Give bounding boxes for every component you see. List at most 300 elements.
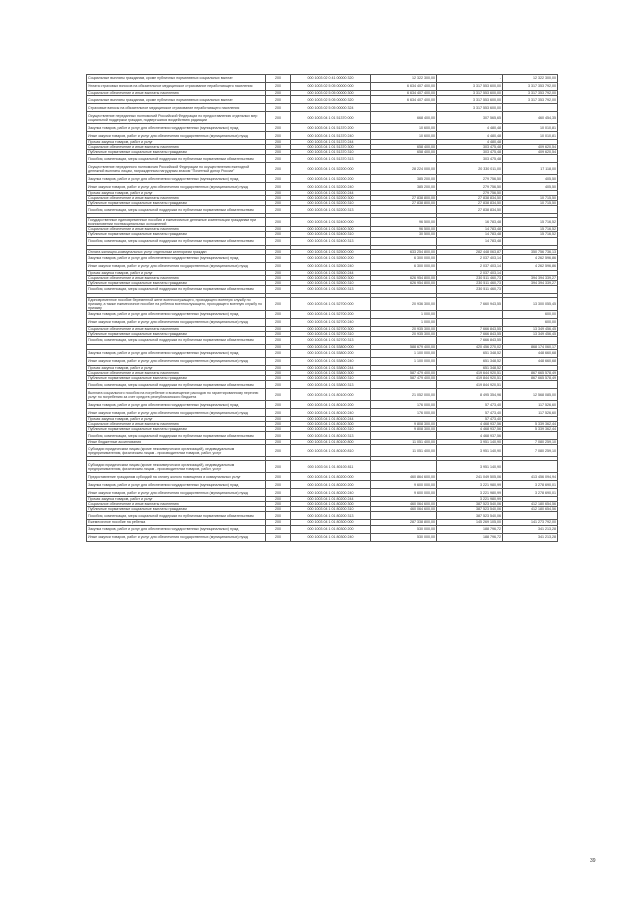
row-classification-code-cell: 000 1003 04 1 01 52700 300	[291, 326, 371, 331]
row-executed-cell: 651 348,52	[437, 357, 503, 365]
row-code-cell: 200	[266, 489, 291, 497]
row-code-cell: 200	[266, 140, 291, 145]
table-row	[87, 75, 558, 83]
row-code-cell: 200	[266, 310, 291, 318]
row-approved-cell: 633 254 800,00	[371, 249, 437, 254]
row-approved-cell: 10 600,00	[371, 132, 437, 140]
row-classification-code-cell: 000 1003 04 1 01 52200 000	[291, 163, 371, 175]
row-code-cell: 200	[266, 132, 291, 140]
row-code-cell: 200	[266, 389, 291, 401]
row-executed-cell: 3 951 140,90	[437, 445, 503, 457]
row-unexecuted-cell	[503, 336, 558, 344]
row-code-cell: 200	[266, 75, 291, 83]
row-executed-cell: 57 473,40	[437, 409, 503, 417]
row-classification-code-cell: 000 1003 04 1 01 53800 310	[291, 376, 371, 381]
row-classification-code-cell: 000 1003 04 1 01 80200 240	[291, 489, 371, 497]
row-classification-code-cell: 000 1003 02 5 05 00000 324	[291, 104, 371, 112]
row-code-cell: 200	[266, 163, 291, 175]
row-approved-cell: 9 600 000,00	[371, 481, 437, 489]
table-body	[87, 75, 558, 542]
table-row	[87, 432, 558, 440]
budget-execution-table	[86, 74, 558, 542]
row-code-cell: 200	[266, 432, 291, 440]
row-executed-cell: 279 756,50	[437, 191, 503, 196]
row-unexecuted-cell: 409 620,54	[503, 145, 558, 150]
row-executed-cell: 27 838 834,50	[437, 201, 503, 206]
row-approved-cell: 530 000,00	[371, 525, 437, 533]
row-classification-code-cell: 000 1003 04 1 01 52200 300	[291, 196, 371, 201]
row-classification-code-cell: 000 1003 04 1 01 52200 200	[291, 175, 371, 183]
row-code-cell: 200	[266, 497, 291, 502]
table-row	[87, 376, 558, 381]
row-code-cell: 200	[266, 318, 291, 326]
row-code-cell: 200	[266, 254, 291, 262]
row-classification-code-cell: 000 1003 04 1 01 51370 244	[291, 140, 371, 145]
row-name-cell: Иные закупки товаров, работ и услуг для обеспечения государственных (муниципальных) нужд	[87, 357, 266, 365]
row-executed-cell	[437, 310, 503, 318]
row-executed-cell: 307 565,65	[437, 112, 503, 124]
row-executed-cell: 4 480,48	[437, 124, 503, 132]
row-code-cell: 200	[266, 440, 291, 445]
row-name-cell: Ежемесячное пособие на ребенка	[87, 520, 266, 525]
row-name-cell: Прочая закупка товаров, работ и услуг	[87, 365, 266, 370]
row-unexecuted-cell: 117 526,60	[503, 401, 558, 409]
table-row	[87, 150, 558, 155]
row-approved-cell: 9 808 300,00	[371, 427, 437, 432]
row-code-cell: 200	[266, 427, 291, 432]
row-unexecuted-cell: 412 180 654,56	[503, 502, 558, 507]
row-classification-code-cell: 000 1003 04 1 01 52200 310	[291, 201, 371, 206]
row-unexecuted-cell: 600,00	[503, 310, 558, 318]
row-approved-cell: 287 338 800,00	[371, 520, 437, 525]
table-row	[87, 227, 558, 232]
row-unexecuted-cell: 12 322 300,00	[503, 75, 558, 83]
row-approved-cell: 626 954 800,00	[371, 275, 437, 280]
row-executed-cell: 20 330 011,00	[437, 163, 503, 175]
table-row	[87, 280, 558, 285]
row-classification-code-cell: 000 1003 02 5 05 00000 320	[291, 96, 371, 104]
row-unexecuted-cell: 10 010,81	[503, 124, 558, 132]
row-name-cell: Социальное обеспечение и иные выплаты населению	[87, 502, 266, 507]
row-executed-cell: 4 468 937,56	[437, 427, 503, 432]
row-unexecuted-cell	[503, 237, 558, 245]
row-executed-cell: 14 783,48	[437, 232, 503, 237]
row-unexecuted-cell: 13 300 055,45	[503, 297, 558, 310]
row-name-cell: Публичные нормативные социальные выплаты гражданам	[87, 232, 266, 237]
row-name-cell: Пособия, компенсации, меры социальной поддержки по публичным нормативным обязательствам	[87, 206, 266, 214]
row-approved-cell: 30 500,00	[371, 232, 437, 237]
row-approved-cell: 27 838 800,00	[371, 201, 437, 206]
row-classification-code-cell: 000 1003 04 1 01 52200 244	[291, 191, 371, 196]
row-approved-cell: 20 935 300,00	[371, 331, 437, 336]
table-row	[87, 83, 558, 91]
row-name-cell: Предоставление гражданам субсидий на оплату жилого помещения и коммунальных услуг	[87, 473, 266, 481]
row-unexecuted-cell: 7 080 259,10	[503, 440, 558, 445]
row-unexecuted-cell: 600,00	[503, 318, 558, 326]
row-unexecuted-cell: 868 174 060,17	[503, 344, 558, 349]
row-code-cell: 200	[266, 349, 291, 357]
row-unexecuted-cell: 3 278 690,01	[503, 481, 558, 489]
row-name-cell: Субсидии юридическим лицам (кроме некоммерческих организаций), индивидуальным предпринимателям, физическим лицам - производителям товаров, работ, услуг	[87, 445, 266, 457]
table-row	[87, 91, 558, 96]
row-unexecuted-cell: 10 715,50	[503, 196, 558, 201]
row-approved-cell: 658 400,00	[371, 150, 437, 155]
row-classification-code-cell: 000 1003 04 1 01 52500 000	[291, 249, 371, 254]
row-code-cell: 200	[266, 365, 291, 370]
row-name-cell: Публичные нормативные социальные выплаты гражданам	[87, 331, 266, 336]
row-unexecuted-cell: 13 349 456,45	[503, 331, 558, 336]
row-approved-cell: 20 936 300,00	[371, 297, 437, 310]
table-row	[87, 175, 558, 183]
row-approved-cell: 96 500,00	[371, 218, 437, 227]
row-name-cell: Закупка товаров, работ и услуг для обеспечения государственных (муниципальных) нужд	[87, 254, 266, 262]
row-unexecuted-cell: 409 620,54	[503, 150, 558, 155]
row-approved-cell: 587 479 400,00	[371, 376, 437, 381]
row-code-cell: 200	[266, 83, 291, 91]
row-name-cell: Социальное обеспечение и иные выплаты населению	[87, 422, 266, 427]
row-code-cell: 200	[266, 357, 291, 365]
row-code-cell: 200	[266, 376, 291, 381]
row-name-cell: Публичные нормативные социальные выплаты гражданам	[87, 150, 266, 155]
row-unexecuted-cell	[503, 512, 558, 520]
table-row	[87, 525, 558, 533]
table-row	[87, 132, 558, 140]
row-classification-code-cell: 000 1003 04 1 01 80100 300	[291, 422, 371, 427]
row-name-cell: Публичные нормативные социальные выплаты гражданам	[87, 280, 266, 285]
row-executed-cell: 419 844 920,51	[437, 381, 503, 389]
row-name-cell: Социальные выплаты гражданам, кроме публичных нормативных социальных выплат	[87, 96, 266, 104]
row-name-cell: Иные закупки товаров, работ и услуг для обеспечения государственных (муниципальных) нужд	[87, 262, 266, 270]
row-name-cell: Социальное обеспечение и иные выплаты населению	[87, 196, 266, 201]
row-classification-code-cell: 000 1003 04 1 01 51370 000	[291, 112, 371, 124]
row-approved-cell	[371, 461, 437, 473]
row-code-cell: 200	[266, 124, 291, 132]
table-row	[87, 371, 558, 376]
row-unexecuted-cell: 448 660,68	[503, 349, 558, 357]
table-row	[87, 285, 558, 293]
row-unexecuted-cell: 867 665 578,49	[503, 371, 558, 376]
row-name-cell: Социальное обеспечение и иные выплаты населению	[87, 145, 266, 150]
row-unexecuted-cell: 141 273 792,00	[503, 520, 558, 525]
row-code-cell: 200	[266, 280, 291, 285]
table-row	[87, 297, 558, 310]
row-code-cell: 200	[266, 285, 291, 293]
row-code-cell: 200	[266, 155, 291, 163]
row-code-cell: 200	[266, 533, 291, 541]
row-code-cell: 200	[266, 520, 291, 525]
row-executed-cell: 4 468 937,56	[437, 432, 503, 440]
row-code-cell: 200	[266, 232, 291, 237]
row-code-cell: 200	[266, 417, 291, 422]
row-executed-cell: 3 951 140,90	[437, 440, 503, 445]
row-executed-cell: 14 783,48	[437, 227, 503, 232]
row-name-cell: Пособия, компенсации, меры социальной поддержки по публичным нормативным обязательствам	[87, 432, 266, 440]
row-name-cell: Иные закупки товаров, работ и услуг для обеспечения государственных (муниципальных) нужд	[87, 132, 266, 140]
row-name-cell: Закупка товаров, работ и услуг для обеспечения государственных (муниципальных) нужд	[87, 525, 266, 533]
row-name-cell: Закупка товаров, работ и услуг для обеспечения государственных (муниципальных) нужд	[87, 481, 266, 489]
row-unexecuted-cell: 405,50	[503, 175, 558, 183]
row-name-cell: Социальное обеспечение и иные выплаты населению	[87, 91, 266, 96]
row-approved-cell: 6 634 407 400,00	[371, 96, 437, 104]
row-classification-code-cell: 000 1003 04 1 01 80100 313	[291, 432, 371, 440]
row-unexecuted-cell: 405,50	[503, 183, 558, 191]
row-code-cell: 200	[266, 409, 291, 417]
row-unexecuted-cell: 13 349 456,45	[503, 326, 558, 331]
row-unexecuted-cell: 7 080 259,10	[503, 445, 558, 457]
table-row	[87, 275, 558, 280]
row-name-cell: Закупка товаров, работ и услуг для обеспечения государственных (муниципальных) нужд	[87, 349, 266, 357]
row-executed-cell: 145 269 105,00	[437, 520, 503, 525]
table-row	[87, 461, 558, 473]
row-executed-cell: -	[437, 75, 503, 83]
row-unexecuted-cell	[503, 381, 558, 389]
row-name-cell: Социальное обеспечение и иные выплаты населению	[87, 275, 266, 280]
row-approved-cell: 658 400,00	[371, 145, 437, 150]
row-classification-code-cell: 000 1003 04 1 01 80100 810	[291, 445, 371, 457]
row-classification-code-cell: 000 1003 04 1 01 80200 244	[291, 497, 371, 502]
row-name-cell: Публичные нормативные социальные выплаты гражданам	[87, 201, 266, 206]
row-name-cell: Социальное обеспечение и иные выплаты населению	[87, 227, 266, 232]
row-unexecuted-cell: 394 394 339,27	[503, 275, 558, 280]
table-row	[87, 422, 558, 427]
row-name-cell: Пособия, компенсации, меры социальной поддержки по публичным нормативным обязательствам	[87, 512, 266, 520]
row-name-cell: Иные закупки товаров, работ и услуг для обеспечения государственных (муниципальных) нужд	[87, 533, 266, 541]
table-row	[87, 502, 558, 507]
table-row	[87, 331, 558, 336]
row-name-cell: Осуществление переданных полномочий Российской Федерации по предоставлению отдельных мер социальной поддержки граждан, подвергшихся воздействию радиации	[87, 112, 266, 124]
row-code-cell: 200	[266, 175, 291, 183]
row-code-cell: 200	[266, 237, 291, 245]
row-approved-cell: 28 224 000,00	[371, 163, 437, 175]
table-row	[87, 389, 558, 401]
row-executed-cell: 57 473,40	[437, 401, 503, 409]
row-code-cell: 200	[266, 481, 291, 489]
row-name-cell: Социальное обеспечение и иные выплаты населению	[87, 371, 266, 376]
table-row	[87, 104, 558, 112]
row-unexecuted-cell: 341 213,28	[503, 533, 558, 541]
row-name-cell: Прочая закупка товаров, работ и услуг	[87, 191, 266, 196]
row-approved-cell: 9 600 000,00	[371, 489, 437, 497]
row-code-cell: 200	[266, 270, 291, 275]
row-classification-code-cell: 000 1003 04 1 01 52500 313	[291, 285, 371, 293]
row-unexecuted-cell: 15 716,52	[503, 232, 558, 237]
row-code-cell: 200	[266, 422, 291, 427]
row-code-cell: 200	[266, 145, 291, 150]
row-unexecuted-cell: 17 118,00	[503, 163, 558, 175]
row-approved-cell: 460 864 600,00	[371, 473, 437, 481]
row-classification-code-cell: 000 1003 04 1 01 80300 240	[291, 533, 371, 541]
row-name-cell: Пособия, компенсации, меры социальной поддержки по публичным нормативным обязательствам	[87, 381, 266, 389]
table-row	[87, 401, 558, 409]
row-classification-code-cell: 000 1003 04 1 01 52400 000	[291, 218, 371, 227]
row-classification-code-cell: 000 1003 04 1 01 52500 244	[291, 270, 371, 275]
row-unexecuted-cell: 394 394 339,27	[503, 280, 558, 285]
row-executed-cell	[437, 318, 503, 326]
row-code-cell: 200	[266, 371, 291, 376]
row-approved-cell: 460 064 600,00	[371, 507, 437, 512]
row-approved-cell: 6 634 407 400,00	[371, 91, 437, 96]
row-approved-cell	[371, 206, 437, 214]
table-row	[87, 163, 558, 175]
row-approved-cell	[371, 155, 437, 163]
row-classification-code-cell: 000 1003 04 1 01 80100 000	[291, 389, 371, 401]
table-row	[87, 232, 558, 237]
row-executed-cell: 2 037 403,14	[437, 262, 503, 270]
row-name-cell: Прочая закупка товаров, работ и услуг	[87, 417, 266, 422]
row-classification-code-cell: 000 1003 04 1 01 80100 200	[291, 401, 371, 409]
row-code-cell: 200	[266, 507, 291, 512]
row-executed-cell: 3 221 980,99	[437, 481, 503, 489]
row-code-cell: 200	[266, 331, 291, 336]
table-row	[87, 196, 558, 201]
row-classification-code-cell: 000 1003 04 1 01 51370 313	[291, 155, 371, 163]
row-approved-cell: 20 935 300,00	[371, 326, 437, 331]
row-name-cell: Публичные нормативные социальные выплаты гражданам	[87, 427, 266, 432]
row-executed-cell: 387 523 540,06	[437, 507, 503, 512]
row-code-cell: 200	[266, 196, 291, 201]
table-row	[87, 112, 558, 124]
row-executed-cell: 230 511 460,73	[437, 280, 503, 285]
row-classification-code-cell: 000 1003 04 1 01 52400 313	[291, 237, 371, 245]
table-row	[87, 489, 558, 497]
row-code-cell: 200	[266, 112, 291, 124]
row-classification-code-cell: 000 1003 04 1 01 80200 000	[291, 473, 371, 481]
row-unexecuted-cell: 5 339 362,44	[503, 427, 558, 432]
row-approved-cell: 9 808 300,00	[371, 422, 437, 427]
row-approved-cell: 1 100 000,00	[371, 349, 437, 357]
table-row	[87, 201, 558, 206]
row-classification-code-cell: 000 1003 04 1 01 53800 244	[291, 365, 371, 370]
row-code-cell: 200	[266, 201, 291, 206]
row-unexecuted-cell: 15 716,52	[503, 218, 558, 227]
row-name-cell: Страховые взносы на обязательное медицинское страхование неработающего населения	[87, 104, 266, 112]
row-executed-cell: 651 348,52	[437, 349, 503, 357]
row-code-cell: 200	[266, 512, 291, 520]
row-classification-code-cell: 000 1003 04 1 01 53800 240	[291, 357, 371, 365]
row-classification-code-cell: 000 1003 04 1 01 51370 240	[291, 132, 371, 140]
row-executed-cell: 303 475,48	[437, 145, 503, 150]
row-executed-cell: 14 783,48	[437, 237, 503, 245]
row-unexecuted-cell: 412 180 654,56	[503, 507, 558, 512]
row-executed-cell: 4 468 937,56	[437, 422, 503, 427]
row-name-cell: Прочая закупка товаров, работ и услуг	[87, 497, 266, 502]
row-approved-cell	[371, 336, 437, 344]
row-name-cell: Иные закупки товаров, работ и услуг для обеспечения государственных (муниципальных) нужд	[87, 183, 266, 191]
row-code-cell: 200	[266, 150, 291, 155]
row-approved-cell: 176 000,00	[371, 401, 437, 409]
row-executed-cell: 2 037 403,14	[437, 254, 503, 262]
row-code-cell: 200	[266, 227, 291, 232]
row-approved-cell: 12 322 300,00	[371, 75, 437, 83]
row-classification-code-cell: 000 1003 04 1 01 80300 000	[291, 520, 371, 525]
row-executed-cell: 387 523 540,06	[437, 512, 503, 520]
row-approved-cell: 176 000,00	[371, 409, 437, 417]
row-code-cell: 200	[266, 297, 291, 310]
row-name-cell: Пособия, компенсации, меры социальной поддержки по публичным нормативным обязательствам	[87, 155, 266, 163]
row-unexecuted-cell: 341 213,28	[503, 525, 558, 533]
row-approved-cell: 385 200,00	[371, 183, 437, 191]
row-classification-code-cell: 000 1003 02 5 05 00000 000	[291, 83, 371, 91]
table-row	[87, 481, 558, 489]
row-classification-code-cell: 000 1003 04 1 01 53800 313	[291, 381, 371, 389]
table-row	[87, 326, 558, 331]
row-executed-cell: 303 475,48	[437, 155, 503, 163]
row-classification-code-cell: 000 1003 04 1 01 51370 200	[291, 124, 371, 132]
row-executed-cell: 7 666 843,55	[437, 336, 503, 344]
row-code-cell: 200	[266, 249, 291, 254]
table-row	[87, 183, 558, 191]
row-executed-cell: 8 495 354,96	[437, 389, 503, 401]
row-executed-cell: 16 783,48	[437, 218, 503, 227]
row-executed-cell: 279 756,50	[437, 175, 503, 183]
row-executed-cell: 3 221 980,99	[437, 497, 503, 502]
table-row	[87, 262, 558, 270]
row-approved-cell: 10 600,00	[371, 124, 437, 132]
table-row	[87, 96, 558, 104]
table-row	[87, 507, 558, 512]
row-unexecuted-cell: 460 454,35	[503, 112, 558, 124]
row-name-cell: Пособия, компенсации, меры социальной поддержки по публичным нормативным обязательствам	[87, 237, 266, 245]
table-row	[87, 237, 558, 245]
row-approved-cell: 11 051 400,00	[371, 440, 437, 445]
row-unexecuted-cell: 5 339 362,44	[503, 422, 558, 427]
table-row	[87, 473, 558, 481]
row-name-cell: Прочая закупка товаров, работ и услуг	[87, 270, 266, 275]
row-classification-code-cell: 000 1003 04 1 01 52400 310	[291, 232, 371, 237]
row-classification-code-cell: 000 1003 02 5 05 00000 300	[291, 91, 371, 96]
row-approved-cell: 6 634 407 400,00	[371, 83, 437, 91]
row-name-cell: Прочая закупка товаров, работ и услуг	[87, 140, 266, 145]
table-row	[87, 349, 558, 357]
row-code-cell: 200	[266, 262, 291, 270]
row-name-cell: Пособия, компенсации, меры социальной поддержки по публичным нормативным обязательствам	[87, 336, 266, 344]
row-executed-cell: 7 660 943,55	[437, 297, 503, 310]
table-row	[87, 445, 558, 457]
row-code-cell: 200	[266, 104, 291, 112]
row-unexecuted-cell: 4 262 596,86	[503, 262, 558, 270]
row-name-cell: Публичные нормативные социальные выплаты гражданам	[87, 507, 266, 512]
row-approved-cell: 27 838 800,00	[371, 196, 437, 201]
row-code-cell: 200	[266, 191, 291, 196]
row-approved-cell: 460 064 600,00	[371, 502, 437, 507]
row-name-cell: Уплата страховых взносов на обязательное медицинское страхование неработающего населения	[87, 83, 266, 91]
row-executed-cell: 7 666 843,55	[437, 331, 503, 336]
row-executed-cell: 651 348,52	[437, 365, 503, 370]
row-executed-cell: 230 511 460,73	[437, 285, 503, 293]
row-code-cell: 200	[266, 336, 291, 344]
table-row	[87, 124, 558, 132]
row-code-cell: 200	[266, 344, 291, 349]
row-executed-cell: 27 838 834,50	[437, 206, 503, 214]
row-approved-cell: 1 100 000,00	[371, 357, 437, 365]
table-row	[87, 533, 558, 541]
row-unexecuted-cell: 15 716,52	[503, 227, 558, 232]
row-approved-cell: 6 300 000,00	[371, 262, 437, 270]
row-approved-cell: 626 954 800,00	[371, 280, 437, 285]
row-classification-code-cell: 000 1003 04 1 01 80100 310	[291, 427, 371, 432]
row-unexecuted-cell	[503, 206, 558, 214]
row-classification-code-cell: 000 1003 04 1 01 52700 310	[291, 331, 371, 336]
row-name-cell: Осуществление переданного полномочия Российской Федерации по осуществлению ежегодной денежной выплаты лицам, награжденным нагрудным знаком "Почетный донор России"	[87, 163, 266, 175]
row-unexecuted-cell: 448 660,68	[503, 357, 558, 365]
row-name-cell: Закупка товаров, работ и услуг для обеспечения государственных (муниципальных) нужд	[87, 124, 266, 132]
row-executed-cell: 3 317 553 600,00	[437, 83, 503, 91]
row-executed-cell: 4 480,48	[437, 140, 503, 145]
row-executed-cell: 303 475,48	[437, 150, 503, 155]
row-name-cell: Закупка товаров, работ и услуг для обеспечения государственных (муниципальных) нужд	[87, 310, 266, 318]
row-executed-cell: 7 666 843,55	[437, 326, 503, 331]
row-approved-cell: 96 500,00	[371, 227, 437, 232]
